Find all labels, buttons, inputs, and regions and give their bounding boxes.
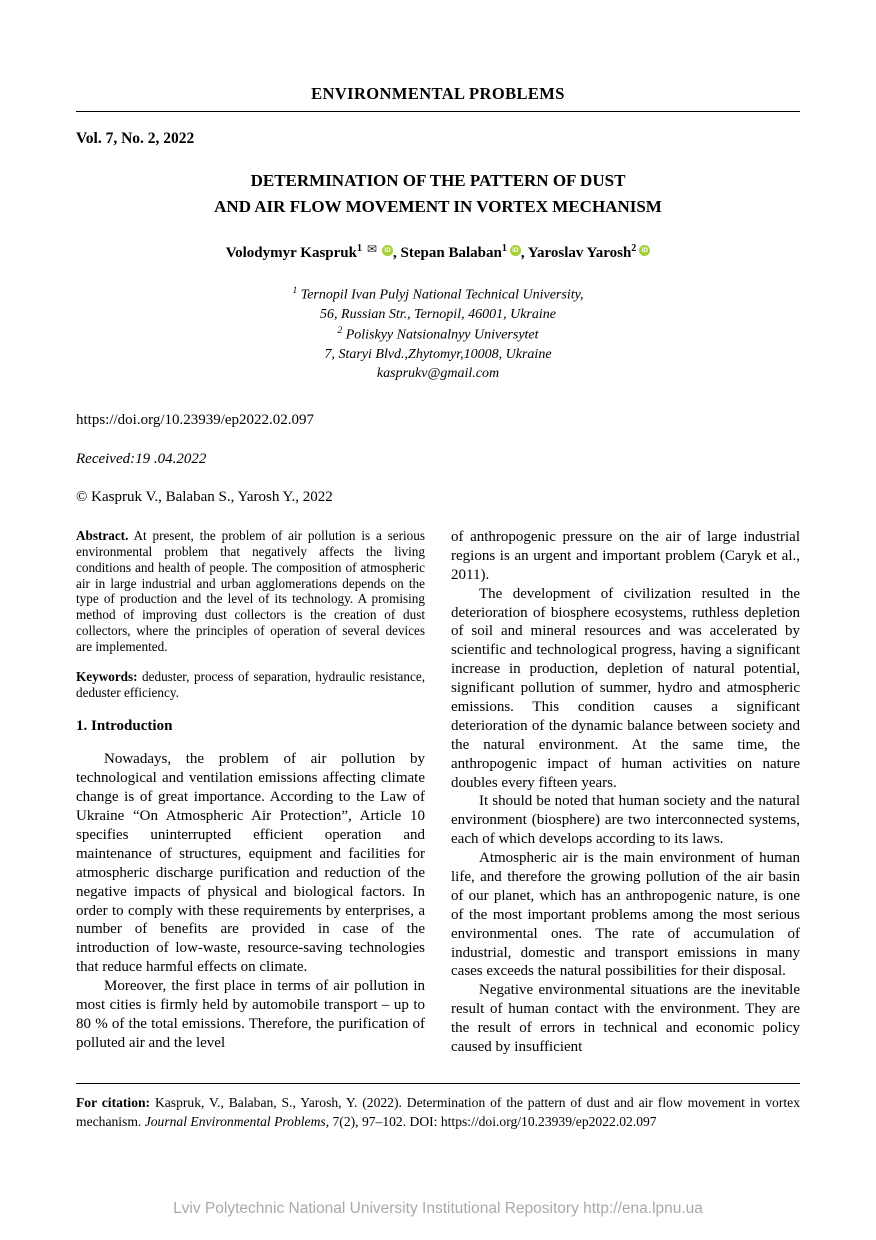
orcid-icon[interactable]: iD xyxy=(510,245,521,256)
citation-journal: Journal Environmental Problems xyxy=(144,1113,326,1129)
abstract-text: At present, the problem of air pollution is a serious environmental problem that negatively affects the living conditions and health of people. The composition of atmospheric air in large industrial and urban agglomerations depends on the type of production and the level of its technology. A promising method of improving dust collectors is the creation of dust collectors, where the principles of operation of several devices are implemented. xyxy=(76,527,425,654)
orcid-icon[interactable]: iD xyxy=(382,245,393,256)
body-paragraph: The development of civilization resulted in the deterioration of biosphere ecosystems, ruthless depletion of soil and mineral resources and was accelerated by scientific and technological progress, having a significant increase in production, depletion of natural potential, significant pollution of summer, hydro and atmospheric emissions. This condition causes a significant deterioration of the dynamic balance between society and the natural environment. At the same time, the anthropogenic impact of human activities on nature doubles every fifteen years. xyxy=(451,585,800,791)
keywords xyxy=(76,669,425,701)
repository-note: Lviv Polytechnic National University Institutional Repository http://ena.lpnu.ua xyxy=(173,1200,703,1217)
body-paragraph: Negative environmental situations are the inevitable result of human contact with the environment. They are the result of errors in technical and economic policy caused by insufficient xyxy=(451,982,800,1056)
orcid-icon[interactable]: iD xyxy=(639,245,650,256)
copyright-line: © Kaspruk V., Balaban S., Yarosh Y., 2022 xyxy=(76,488,333,505)
section-heading-introduction: 1. Introduction xyxy=(76,718,173,735)
author-separator: , xyxy=(393,244,401,261)
received-date: Received:19 .04.2022 xyxy=(76,450,207,467)
citation-label: For citation: xyxy=(76,1094,151,1110)
author-2 xyxy=(400,242,528,261)
paper-title xyxy=(76,168,800,221)
affiliation-line-4 xyxy=(76,345,800,365)
affiliation-text: Poliskyy Natsionalnyy Universytet xyxy=(342,327,539,343)
title-line-1: DETERMINATION OF THE PATTERN OF DUST xyxy=(250,171,626,190)
column-left xyxy=(76,528,425,1057)
author-affiliation-sup: 2 xyxy=(631,242,637,254)
keywords-label: Keywords: xyxy=(76,668,138,684)
author-separator: , xyxy=(520,244,528,261)
citation-rule xyxy=(76,1083,800,1084)
affiliation-text: 56, Russian Str., Ternopil, 46001, Ukraine xyxy=(320,306,556,322)
keywords-text: deduster, process of separation, hydraulic resistance, deduster efficiency. xyxy=(76,668,425,700)
body-paragraph: Moreover, the first place in terms of air pollution in most cities is firmly held by automobile transport – up to 80 % of the total emissions. Therefore, the purification of polluted air and the level xyxy=(76,978,425,1051)
email-icon[interactable]: ✉ xyxy=(366,241,378,256)
header-rule xyxy=(76,111,800,112)
column-right xyxy=(451,528,800,1057)
citation xyxy=(76,1093,800,1131)
author-affiliation-sup: 1 xyxy=(356,242,362,254)
affiliation-text: 7, Staryi Blvd.,Zhytomyr,10008, Ukraine xyxy=(324,346,552,362)
author-1 xyxy=(225,241,401,261)
body-paragraph: Atmospheric air is the main environment of human life, and therefore the growing pollution of the air basin of our planet, which has an anthropogenic nature, is one of the most important problems among the most serious environmental ones. The rate of accumulation of industrial, domestic and transport emissions in many cases exceeds the natural possibilities for their disposal. xyxy=(451,850,800,980)
doi-link[interactable]: https://doi.org/10.23939/ep2022.02.097 xyxy=(76,411,315,428)
body-paragraph: of anthropogenic pressure on the air of large industrial regions is an urgent and important problem (Caryk et al., 2011). xyxy=(451,528,800,583)
author-3 xyxy=(527,242,651,261)
author-email xyxy=(76,364,800,384)
affiliation-line-1 xyxy=(76,285,800,305)
author-affiliation-sup: 1 xyxy=(501,242,507,254)
author-name: Yaroslav Yarosh xyxy=(527,244,632,261)
affiliation-sup: 2 xyxy=(337,325,343,336)
body-paragraph: Nowadays, the problem of air pollution by technological and ventilation emissions affecting climate change is of great importance. According to the Law of Ukraine “On Atmospheric Air Protection”, Article 10 specifies uninterrupted efficient operation and maintenance of structures, equipment and facilities for atmospheric discharge purification and reduction of the negative impacts of physical and biological factors. In order to comply with these requirements by enterprises, a number of benefits are provided in case of the introduction of low-waste, resource-saving technologies that reduce harmful effects on climate. xyxy=(76,751,425,976)
citation-post: , 7(2), 97–102. DOI: https://doi.org/10.23939/ep2022.02.097 xyxy=(325,1113,657,1129)
author-name: Volodymyr Kaspruk xyxy=(225,244,357,261)
abstract-label: Abstract. xyxy=(76,527,129,543)
doi-line xyxy=(76,412,800,429)
abstract xyxy=(76,528,425,655)
authors-line xyxy=(76,242,800,262)
affiliations-block xyxy=(76,285,800,384)
two-column-body xyxy=(76,528,800,1057)
title-line-2: AND AIR FLOW MOVEMENT IN VORTEX MECHANISM xyxy=(214,197,662,217)
author-email-text: kasprukv@gmail.com xyxy=(376,366,500,382)
volume-line: Vol. 7, No. 2, 2022 xyxy=(76,130,195,147)
author-name: Stepan Balaban xyxy=(400,244,502,261)
journal-header: ENVIRONMENTAL PROBLEMS xyxy=(311,84,565,103)
citation-pre: Kaspruk, V., Balaban, S., Yarosh, Y. (2022). Determination of the pattern of dust and air flow movement in vortex mechanism. xyxy=(76,1094,800,1129)
affiliation-line-3 xyxy=(76,325,800,345)
affiliation-line-2 xyxy=(76,305,800,325)
affiliation-sup: 1 xyxy=(292,285,298,296)
affiliation-text: Ternopil Ivan Pulyj National Technical University, xyxy=(297,287,584,303)
body-paragraph: It should be noted that human society and the natural environment (biosphere) are two interconnected systems, each of which develops according to its laws. xyxy=(451,793,800,848)
